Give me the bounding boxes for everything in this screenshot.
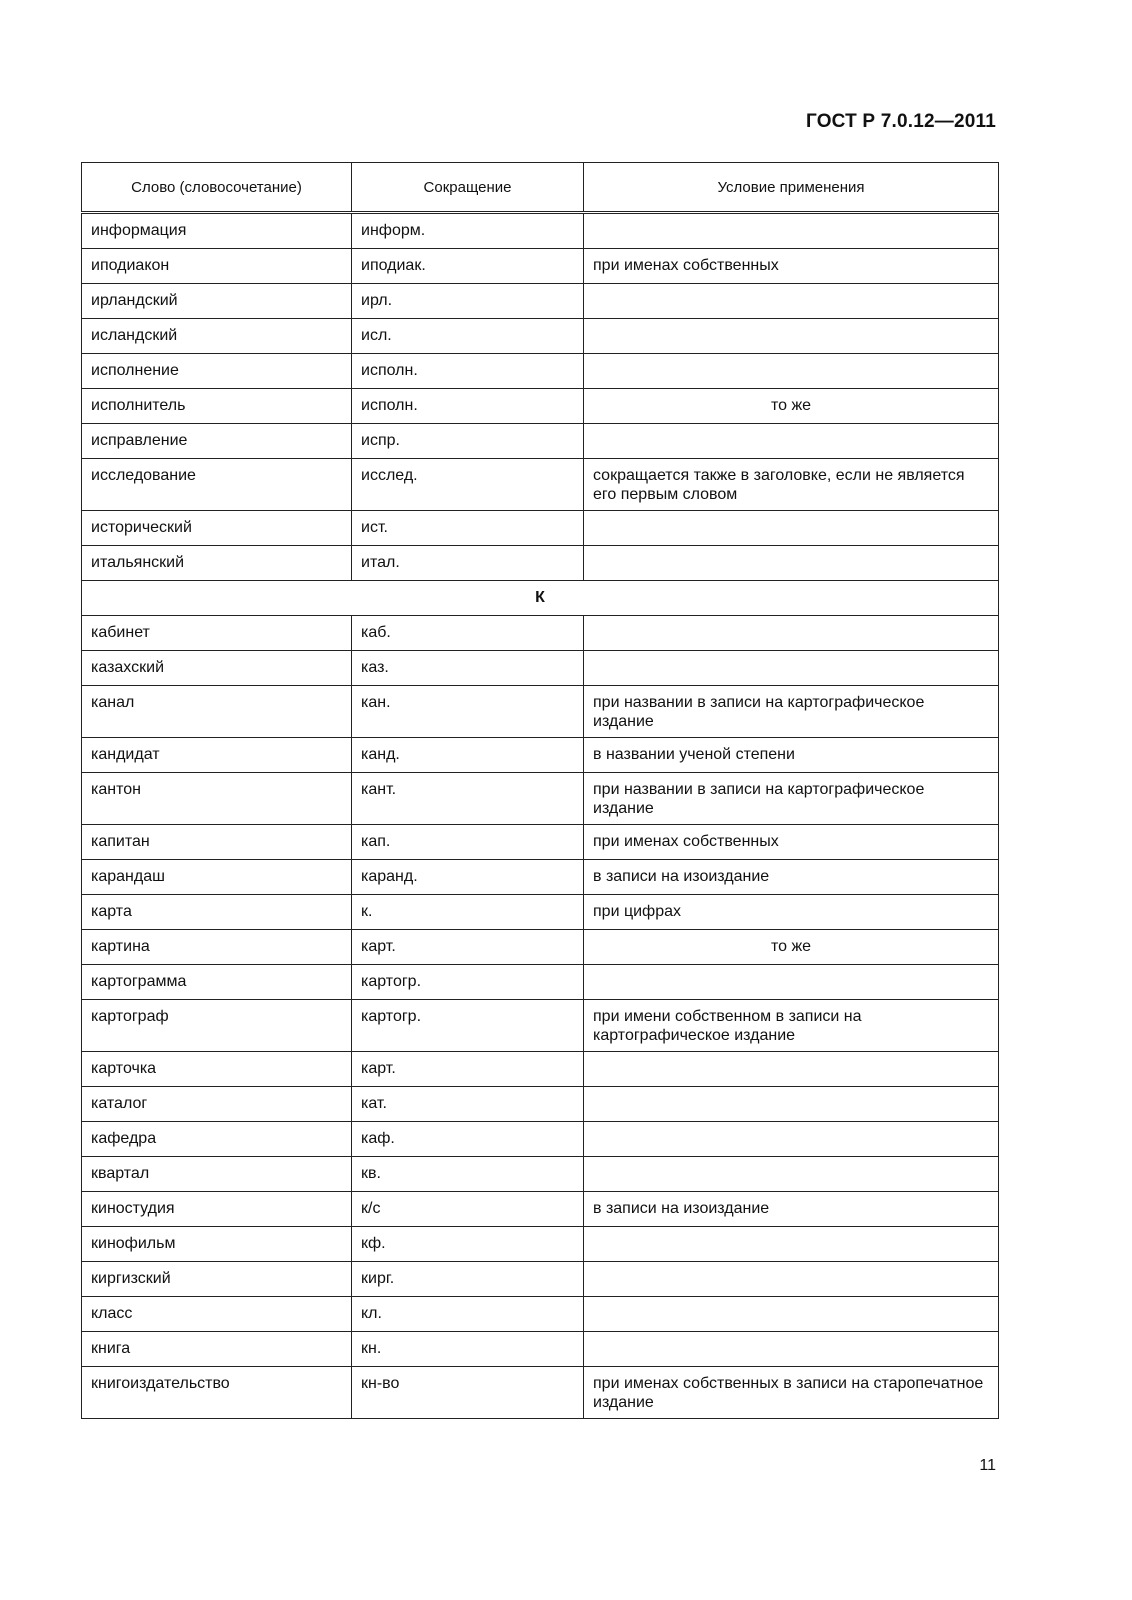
table-row [82, 930, 999, 965]
cell-abbreviation: к/с [352, 1192, 584, 1227]
document-code: ГОСТ Р 7.0.12—2011 [805, 111, 996, 132]
cell-abbreviation: ирл. [352, 284, 584, 319]
cell-word: исполнитель [82, 389, 352, 424]
cell-abbreviation: исл. [352, 319, 584, 354]
cell-word: картограмма [82, 965, 352, 1000]
cell-abbreviation: ист. [352, 511, 584, 546]
cell-abbreviation: кирг. [352, 1262, 584, 1297]
cell-word: кандидат [82, 738, 352, 773]
table-row [82, 860, 999, 895]
cell-condition [584, 424, 999, 459]
table-row [82, 1122, 999, 1157]
cell-abbreviation: иподиак. [352, 249, 584, 284]
cell-word: кафедра [82, 1122, 352, 1157]
cell-word: книга [82, 1332, 352, 1367]
table-row [82, 1262, 999, 1297]
cell-abbreviation: исслед. [352, 459, 584, 511]
cell-word: ирландский [82, 284, 352, 319]
table-body [82, 213, 999, 1419]
abbreviations-table [81, 162, 999, 1419]
cell-word: итальянский [82, 546, 352, 581]
cell-condition [584, 1052, 999, 1087]
table-row [82, 1000, 999, 1052]
cell-word: информация [82, 213, 352, 249]
cell-condition [584, 1087, 999, 1122]
cell-word: исправление [82, 424, 352, 459]
cell-word: каталог [82, 1087, 352, 1122]
cell-condition: при именах собственных в записи на старопечатное издание [584, 1367, 999, 1419]
cell-word: капитан [82, 825, 352, 860]
cell-abbreviation: картогр. [352, 965, 584, 1000]
table-row [82, 1192, 999, 1227]
cell-condition [584, 511, 999, 546]
section-letter: К [82, 581, 999, 616]
column-header-abbreviation: Сокращение [352, 163, 584, 213]
table-row [82, 1367, 999, 1419]
cell-condition [584, 1297, 999, 1332]
cell-condition [584, 1122, 999, 1157]
cell-word: квартал [82, 1157, 352, 1192]
cell-condition: при именах собственных [584, 825, 999, 860]
cell-word: книгоиздательство [82, 1367, 352, 1419]
cell-condition: сокращается также в заголовке, если не является его первым словом [584, 459, 999, 511]
cell-condition [584, 965, 999, 1000]
cell-word: кабинет [82, 616, 352, 651]
cell-word: киргизский [82, 1262, 352, 1297]
cell-condition: при имени собственном в записи на картографическое издание [584, 1000, 999, 1052]
table-row [82, 424, 999, 459]
cell-condition [584, 284, 999, 319]
cell-condition: при названии в записи на картографическое издание [584, 773, 999, 825]
column-header-word: Слово (словосочетание) [82, 163, 352, 213]
table-row [82, 511, 999, 546]
cell-word: исторический [82, 511, 352, 546]
cell-abbreviation: кат. [352, 1087, 584, 1122]
cell-condition [584, 546, 999, 581]
cell-condition [584, 354, 999, 389]
cell-abbreviation: каб. [352, 616, 584, 651]
table-row [82, 213, 999, 249]
cell-abbreviation: карт. [352, 1052, 584, 1087]
cell-abbreviation: исполн. [352, 354, 584, 389]
cell-abbreviation: информ. [352, 213, 584, 249]
table-row [82, 773, 999, 825]
cell-word: карта [82, 895, 352, 930]
cell-word: кантон [82, 773, 352, 825]
table-row [82, 1227, 999, 1262]
table-row [82, 895, 999, 930]
cell-abbreviation: кн. [352, 1332, 584, 1367]
column-header-condition: Условие применения [584, 163, 999, 213]
cell-word: класс [82, 1297, 352, 1332]
cell-abbreviation: картогр. [352, 1000, 584, 1052]
table-row [82, 249, 999, 284]
table-row [82, 1297, 999, 1332]
table-row [82, 1087, 999, 1122]
cell-word: исполнение [82, 354, 352, 389]
table-row [82, 965, 999, 1000]
table-row [82, 459, 999, 511]
cell-word: кинофильм [82, 1227, 352, 1262]
cell-word: картина [82, 930, 352, 965]
cell-word: исландский [82, 319, 352, 354]
cell-abbreviation: каф. [352, 1122, 584, 1157]
cell-condition: в записи на изоиздание [584, 860, 999, 895]
cell-abbreviation: каз. [352, 651, 584, 686]
table-row [82, 686, 999, 738]
cell-word: канал [82, 686, 352, 738]
section-row [82, 581, 999, 616]
cell-condition [584, 1332, 999, 1367]
cell-condition [584, 213, 999, 249]
table-row [82, 825, 999, 860]
cell-abbreviation: к. [352, 895, 584, 930]
table-row [82, 284, 999, 319]
cell-condition: при названии в записи на картографическое издание [584, 686, 999, 738]
cell-word: картограф [82, 1000, 352, 1052]
cell-word: казахский [82, 651, 352, 686]
cell-abbreviation: итал. [352, 546, 584, 581]
table-row [82, 546, 999, 581]
cell-abbreviation: кл. [352, 1297, 584, 1332]
table-row [82, 1052, 999, 1087]
cell-condition [584, 1262, 999, 1297]
table-row [82, 738, 999, 773]
cell-word: карточка [82, 1052, 352, 1087]
cell-abbreviation: кв. [352, 1157, 584, 1192]
cell-abbreviation: кан. [352, 686, 584, 738]
page-number: 11 [979, 1457, 996, 1474]
cell-condition [584, 616, 999, 651]
cell-condition [584, 1157, 999, 1192]
cell-condition [584, 319, 999, 354]
cell-condition: при цифрах [584, 895, 999, 930]
table-row [82, 616, 999, 651]
cell-abbreviation: испр. [352, 424, 584, 459]
cell-abbreviation: кн-во [352, 1367, 584, 1419]
cell-condition: то же [584, 389, 999, 424]
cell-word: киностудия [82, 1192, 352, 1227]
cell-abbreviation: каранд. [352, 860, 584, 895]
cell-abbreviation: канд. [352, 738, 584, 773]
table-row [82, 1332, 999, 1367]
cell-condition [584, 1227, 999, 1262]
cell-condition: в записи на изоиздание [584, 1192, 999, 1227]
cell-condition: при именах собственных [584, 249, 999, 284]
cell-abbreviation: карт. [352, 930, 584, 965]
cell-condition: в названии ученой степени [584, 738, 999, 773]
cell-abbreviation: исполн. [352, 389, 584, 424]
cell-word: иподиакон [82, 249, 352, 284]
cell-condition: то же [584, 930, 999, 965]
table-header-row [82, 163, 999, 213]
cell-abbreviation: кф. [352, 1227, 584, 1262]
table-row [82, 651, 999, 686]
table-row [82, 319, 999, 354]
cell-word: исследование [82, 459, 352, 511]
table-row [82, 389, 999, 424]
cell-abbreviation: кап. [352, 825, 584, 860]
cell-condition [584, 651, 999, 686]
cell-abbreviation: кант. [352, 773, 584, 825]
cell-word: карандаш [82, 860, 352, 895]
table-row [82, 354, 999, 389]
table-row [82, 1157, 999, 1192]
